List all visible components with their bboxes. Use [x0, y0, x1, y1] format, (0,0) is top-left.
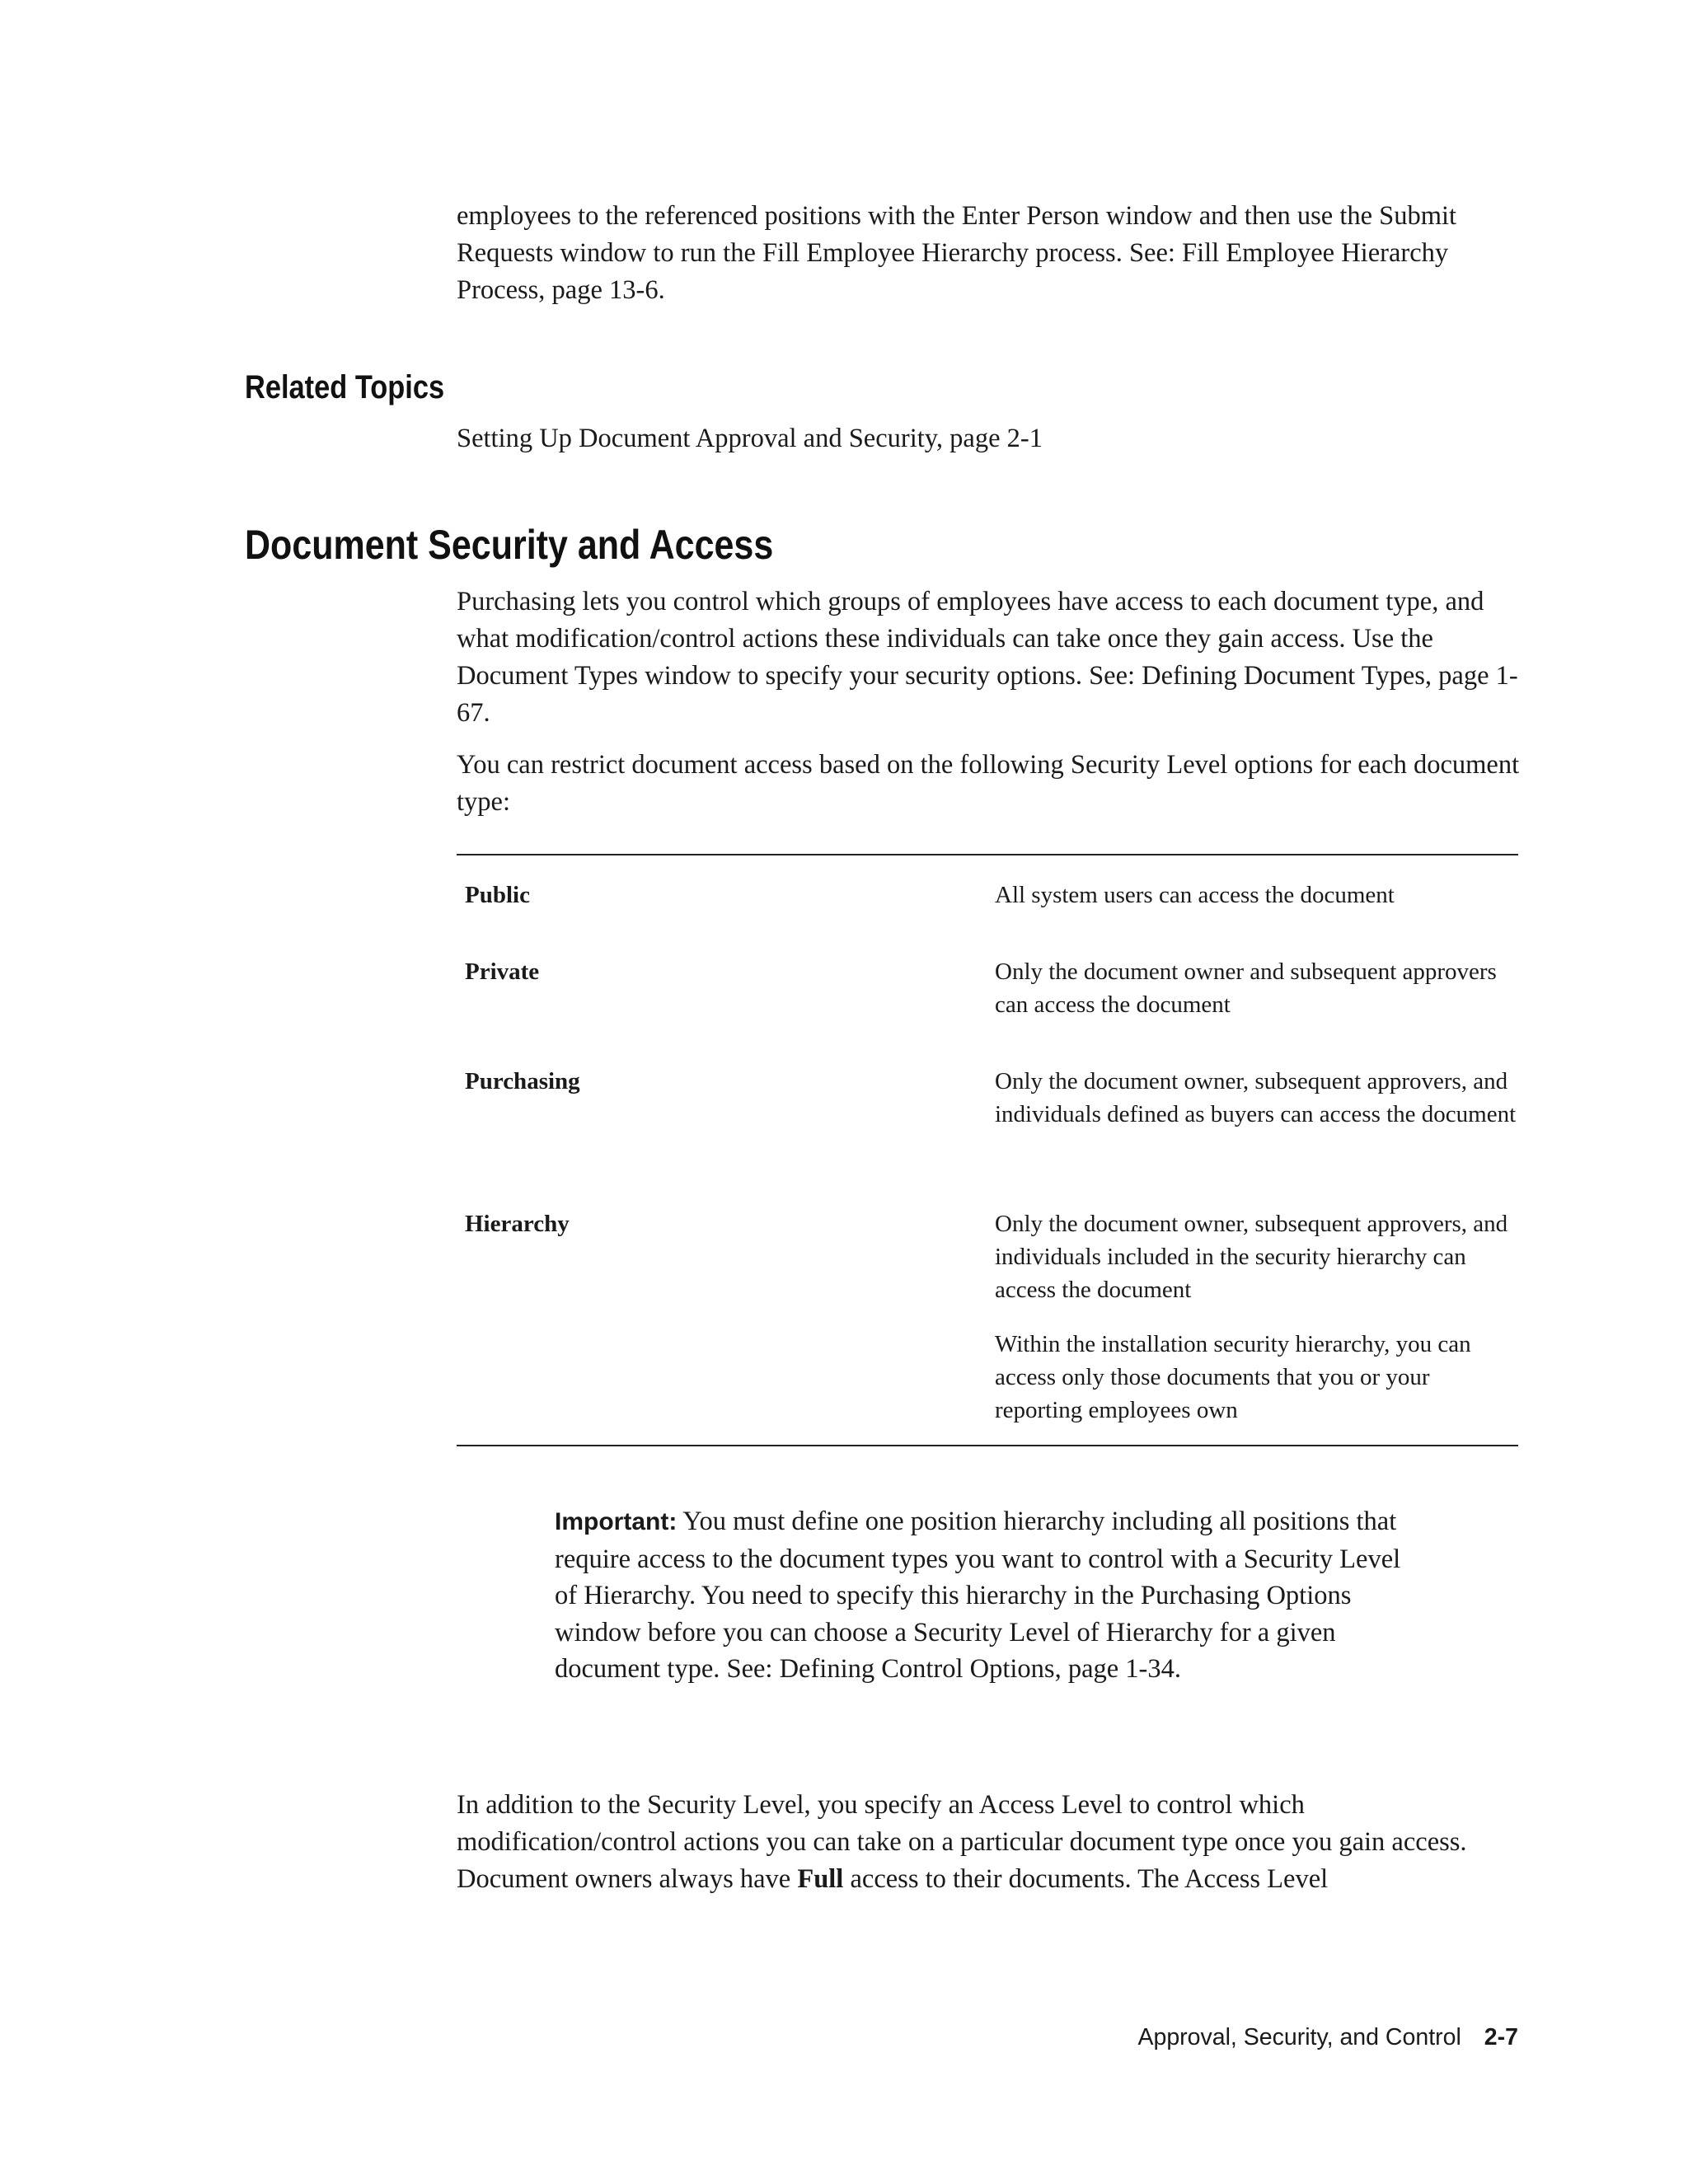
important-label: Important:: [555, 1508, 678, 1535]
table-term: Purchasing: [465, 1068, 580, 1094]
important-note: [555, 1503, 1428, 1688]
related-topic-link[interactable]: Setting Up Document Approval and Security, page 2-1: [457, 424, 1043, 453]
footer-chapter-title: Approval, Security, and Control: [1137, 2024, 1461, 2050]
table-top-rule: [457, 854, 1518, 855]
table-definition: All system users can access the document: [995, 882, 1395, 908]
closing-paragraph: [457, 1787, 1520, 1898]
intro-paragraph: employees to the referenced positions with the Enter Person window and then use the Submit Requests window to run the Fill Employee Hierarchy process. See: Fill Employee Hierarchy Process, page 13-6.: [457, 201, 1457, 305]
closing-text-end: access to their documents. The Access Level: [843, 1864, 1329, 1894]
closing-text-start: In addition to the Security Level, you specify an Access Level to control which modification/control actions you can take on a particular document type once you gain access. Document owners always have: [457, 1790, 1467, 1894]
page-footer: [1137, 2024, 1518, 2051]
table-term: Public: [465, 882, 530, 908]
table-definition: Only the document owner, subsequent approvers, and individuals included in the security hierarchy can access the document: [995, 1211, 1508, 1303]
footer-page-number: 2-7: [1484, 2024, 1518, 2050]
important-text: You must define one position hierarchy including all positions that require access to the document types you want to control with a Security Level of Hierarchy. You need to specify this hierarchy in the Purchasing Options window before you can choose a Security Level of Hierarchy for a given document type. See: Defining Control Options, page 1-34.: [555, 1507, 1401, 1684]
table-bottom-rule: [457, 1445, 1518, 1446]
table-definition: Only the document owner, subsequent approvers, and individuals defined as buyers can access the document: [995, 1068, 1517, 1127]
full-access-term: Full: [797, 1864, 844, 1894]
section-paragraph-1: Purchasing lets you control which groups of employees have access to each document type, and what modification/control actions these individuals can take once they gain access. Use the Document Types window to specify your security options. See: Defining Document Types, page 1-67.: [457, 587, 1518, 728]
table-term: Private: [465, 958, 540, 985]
table-definition: Only the document owner and subsequent approvers can access the document: [995, 958, 1497, 1018]
table-definition-note: Within the installation security hierarchy, you can access only those documents that you or your reporting employees own: [995, 1331, 1471, 1423]
related-topics-heading: Related Topics: [245, 369, 445, 405]
section-paragraph-2: You can restrict document access based on the following Security Level options for each document type:: [457, 750, 1520, 817]
section-heading: Document Security and Access: [245, 522, 774, 568]
table-term: Hierarchy: [465, 1211, 570, 1237]
